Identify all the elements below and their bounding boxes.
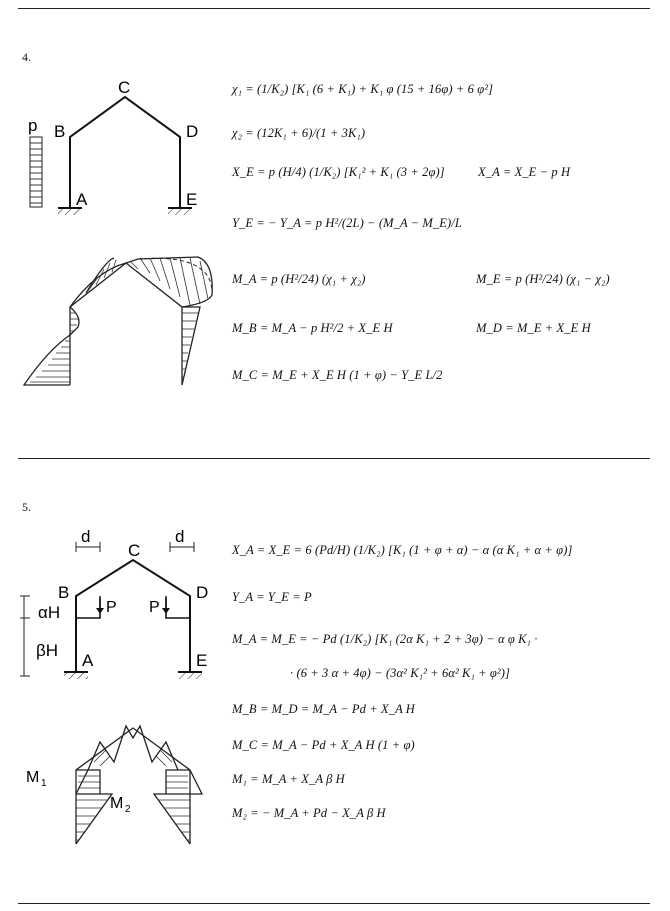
eq4-MC: M_C = M_E + X_E H (1 + φ) − Y_E L/2 (232, 368, 443, 382)
eq5-M1: M₁ = M_A + X_A β H (232, 772, 345, 786)
eq5-MB: M_B = M_D = M_A − Pd + X_A H (232, 702, 415, 716)
eq4-MB: M_B = M_A − p H²/2 + X_E H (232, 321, 393, 335)
label-B: B (54, 122, 66, 141)
eq4-XA: X_A = X_E − p H (478, 165, 571, 179)
label-betaH: βH (36, 641, 59, 660)
section-4-frame-figure (18, 75, 228, 230)
eq4-chi2: χ₂ = (12K₁ + 6)/(1 + 3K₁) (232, 126, 366, 140)
bottom-rule (18, 903, 650, 904)
label-D: D (186, 122, 199, 141)
eq5-XA: X_A = X_E = 6 (Pd/H) (1/K₂) [K₁ (1 + φ + α) − α (α K₁ + α + φ)] (232, 543, 573, 557)
eq5-YA: Y_A = Y_E = P (232, 590, 312, 604)
label-d-left: d (81, 527, 91, 546)
label-C: C (118, 78, 131, 97)
eq4-YE: Y_E = − Y_A = p H²/(2L) − (M_A − M_E)/L (232, 216, 462, 230)
section-4-moment-diagram (18, 255, 233, 395)
label-alphaH: αH (38, 603, 61, 622)
section-5-moment-diagram (18, 722, 228, 857)
section-5-number: 5. (22, 500, 31, 514)
label-C: C (128, 541, 141, 560)
eq4-MD: M_D = M_E + X_E H (476, 321, 591, 335)
gable-frame-distributed-load-diagram (18, 75, 228, 225)
label-M2-sub: 2 (125, 804, 131, 815)
label-B: B (58, 583, 70, 602)
label-P-right: P (149, 599, 160, 616)
gable-frame-point-loads-diagram (18, 526, 233, 686)
top-rule (18, 8, 650, 9)
label-E: E (186, 190, 198, 209)
bending-moment-diagram-5 (18, 722, 228, 852)
label-M1-sub: 1 (41, 778, 47, 789)
eq4-XE: X_E = p (H/4) (1/K₂) [K₁² + K₁ (3 + 2φ)] (232, 165, 445, 179)
label-M1: M (26, 769, 40, 786)
label-D: D (196, 583, 209, 602)
eq5-MA2: · (6 + 3 α + 4φ) − (3α² K₁² + 6α² K₁ + φ²)] (290, 666, 510, 680)
eq4-chi1: χ₁ = (1/K₂) [K₁ (6 + K₁) + K₁ φ (15 + 16φ) + 6 φ²] (232, 82, 494, 96)
eq4-ME: M_E = p (H²/24) (χ₁ − χ₂) (476, 272, 610, 286)
eq5-MA1: M_A = M_E = − Pd (1/K₂) [K₁ (2α K₁ + 2 + 3φ) − α φ K₁ · (232, 632, 538, 646)
eq5-MC: M_C = M_A − Pd + X_A H (1 + φ) (232, 738, 415, 752)
label-A: A (82, 651, 94, 670)
section-4-number: 4. (22, 50, 31, 64)
label-M2: M (110, 795, 124, 812)
label-p: p (28, 116, 38, 135)
bending-moment-diagram-4 (18, 255, 233, 390)
section-5-frame-figure (18, 526, 233, 691)
eq5-M2: M₂ = − M_A + Pd − X_A β H (232, 806, 386, 820)
middle-rule (18, 458, 650, 459)
label-d-right: d (175, 527, 185, 546)
eq4-MA: M_A = p (H²/24) (χ₁ + χ₂) (232, 272, 366, 286)
label-E: E (196, 651, 208, 670)
label-A: A (76, 190, 88, 209)
label-P-left: P (106, 599, 117, 616)
